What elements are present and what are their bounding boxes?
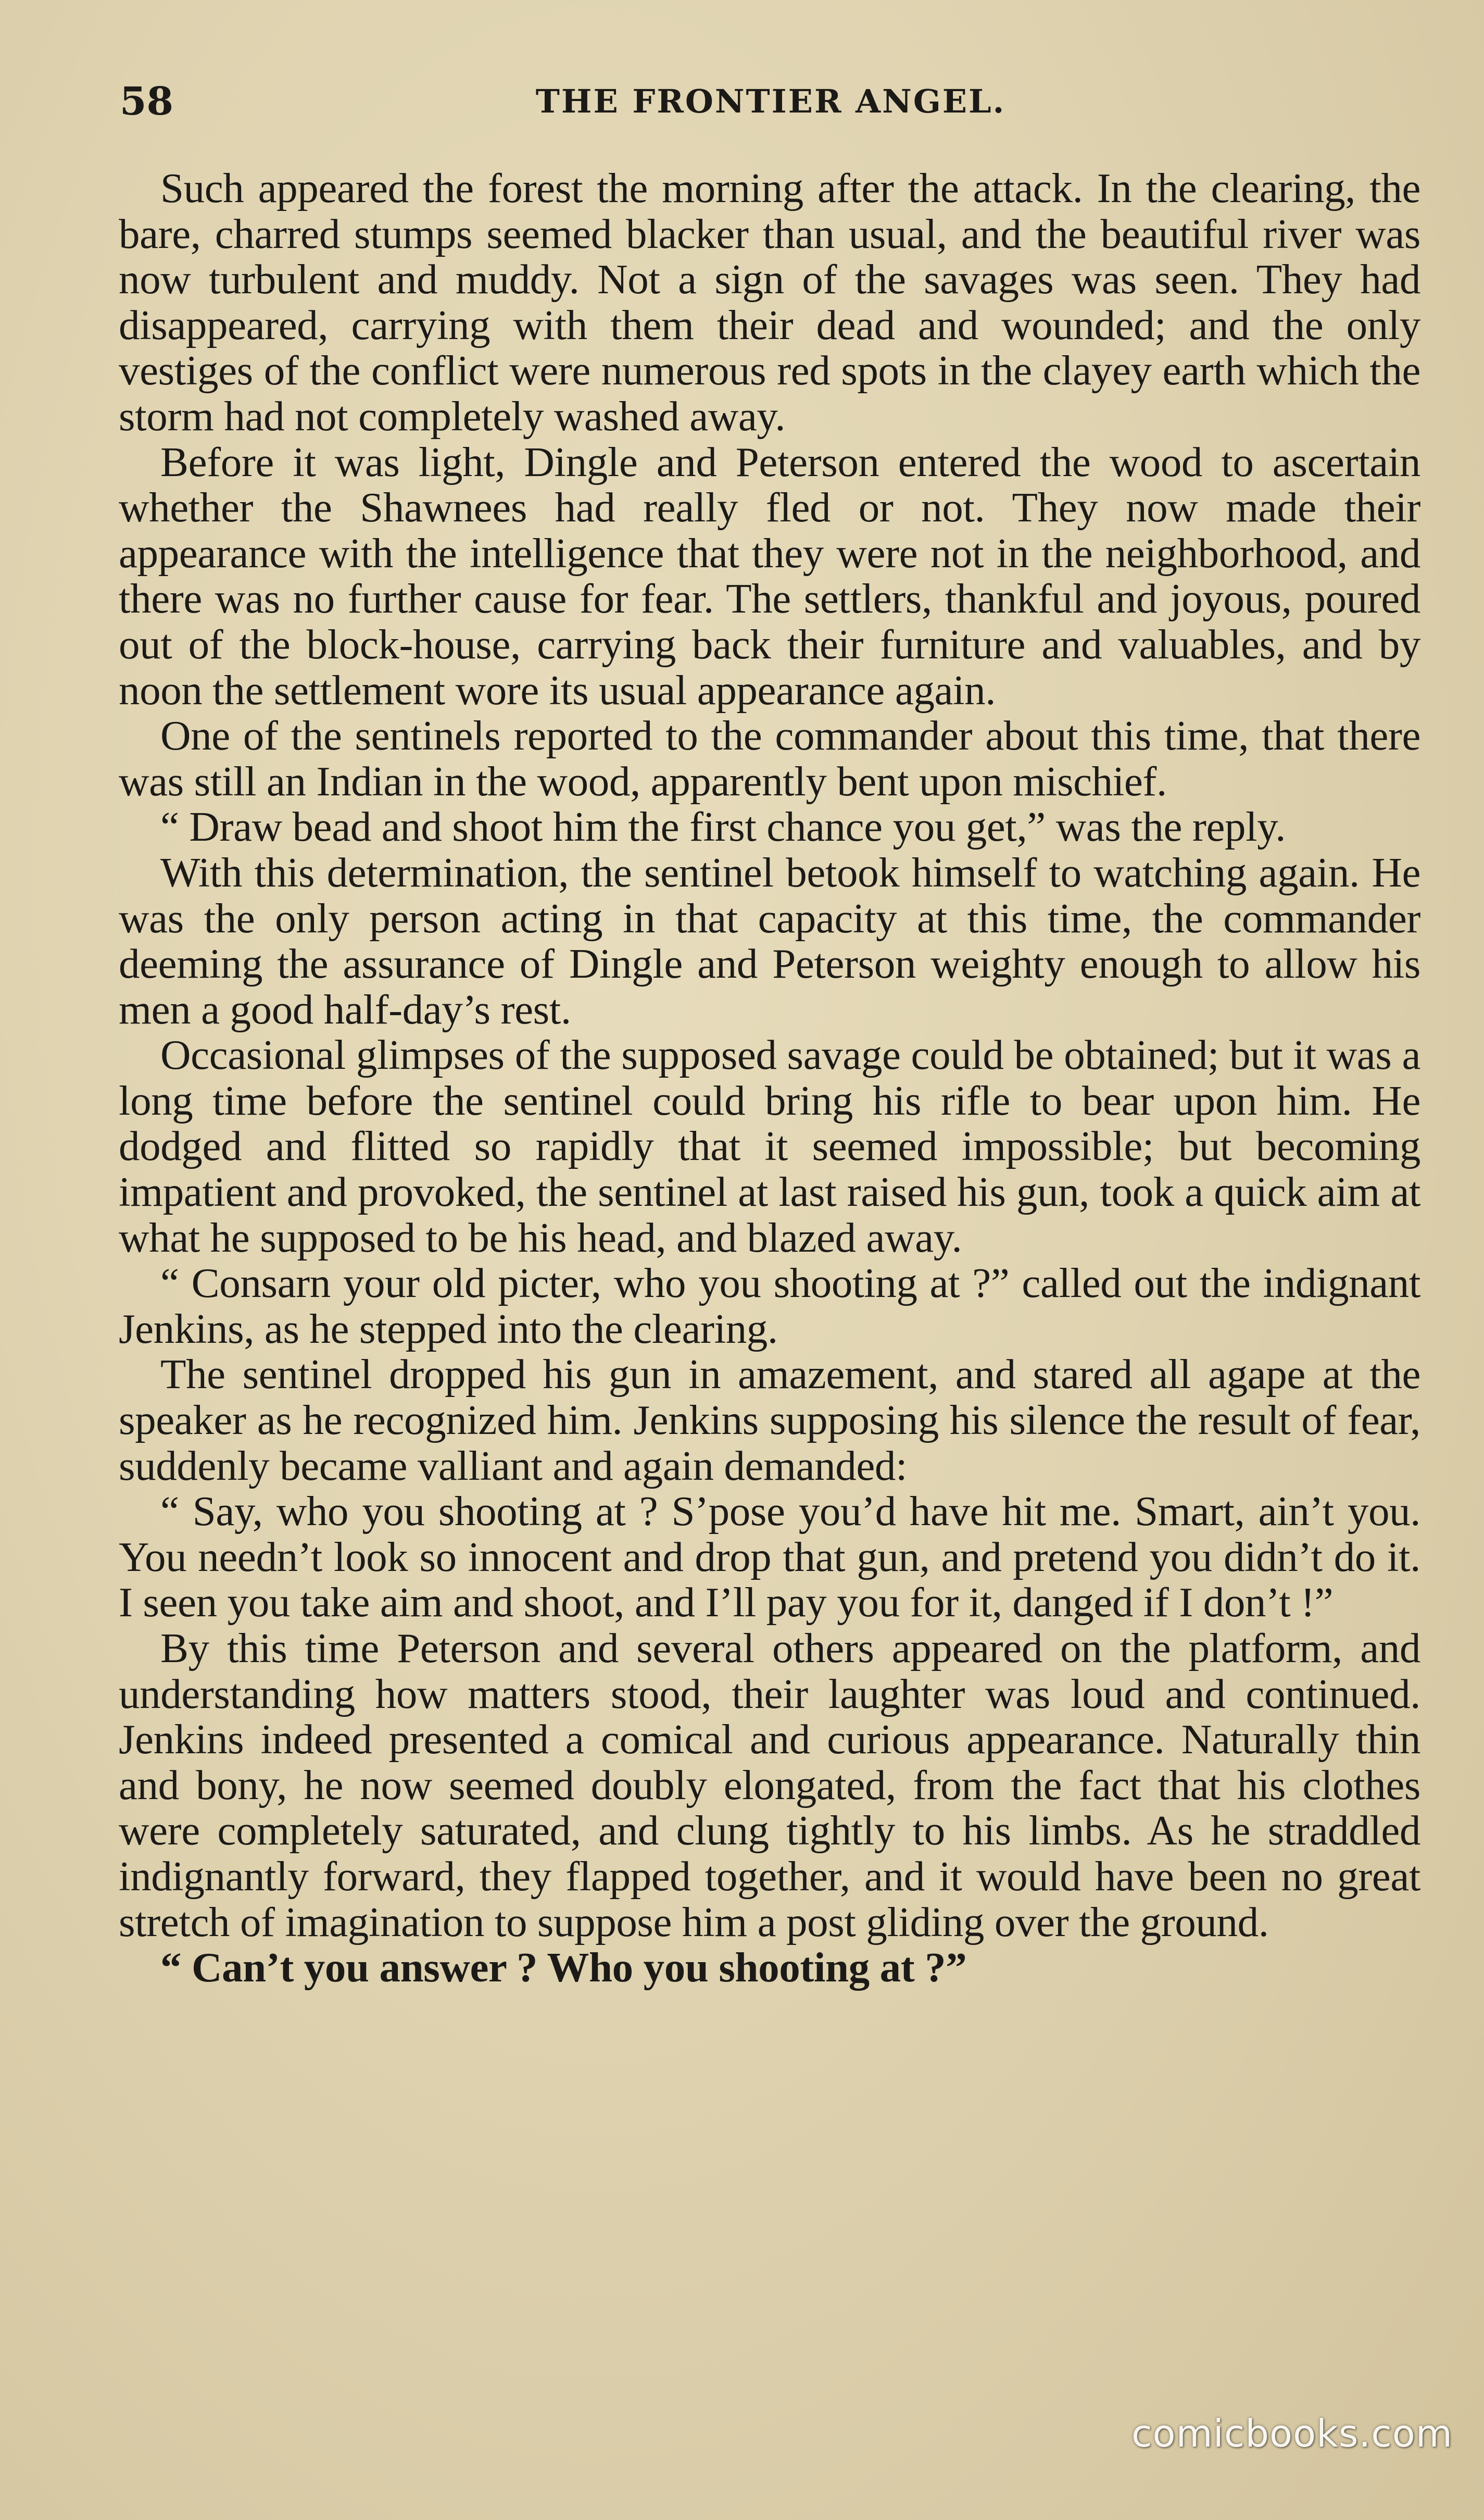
paragraph: Occasional glimpses of the supposed savage could be obtained; but it was a long time before the sentinel could bring his rifle to bear upon him. He dodged and flitted so rapidly that it seemed impossible; but becoming impatient and provoked, the sentinel at last raised his gun, took a quick aim at what he supposed to be his head, and blazed away. (119, 1031, 1420, 1261)
page-header (120, 73, 1422, 130)
paragraph: The sentinel dropped his gun in amazement, and stared all agape at the speaker as he recognized him. Jenkins supposing his silence the result of fear, suddenly became valliant and again demanded: (119, 1351, 1420, 1489)
paragraph: “ Consarn your old picter, who you shooting at ?” called out the indignant Jenkins, as he stepped into the clearing. (119, 1259, 1420, 1352)
body-text (119, 166, 1420, 1991)
watermark-text: comicbooks.com (1131, 2412, 1453, 2455)
paragraph: By this time Peterson and several others appeared on the platform, and understanding how matters stood, their laughter was loud and continued. Jenkins indeed presented a comical and curious appearance. Naturally thin and bony, he now seemed doubly elongated, from the fact that his clothes were completely saturated, and clung tightly to his limbs. As he straddled indignantly forward, they flapped together, and it would have been no great stretch of imagination to suppose him a post gliding over the ground. (119, 1625, 1420, 1945)
paragraph: Such appeared the forest the morning after the attack. In the clearing, the bare, charred stumps seemed blacker than usual, and the beautiful river was now turbulent and muddy. Not a sign of the savages was seen. They had disappeared, carrying with them their dead and wounded; and the only vestiges of the conflict were numerous red spots in the clayey earth which the storm had not completely washed away. (119, 165, 1420, 440)
paragraph: “ Draw bead and shoot him the first chance you get,” was the reply. (160, 803, 1286, 851)
paragraph: One of the sentinels reported to the commander about this time, that there was still an Indian in the wood, apparently bent upon mischief. (119, 712, 1420, 805)
closing-line: “ Can’t you answer ? Who you shooting at ?” (160, 1944, 967, 1991)
paragraph: “ Say, who you shooting at ? S’pose you’d have hit me. Smart, ain’t you. You needn’t look so innocent and drop that gun, and pretend you didn’t do it. I seen you take aim and shoot, and I’ll pay you for it, danged if I don’t !” (119, 1488, 1420, 1626)
page-number: 58 (120, 79, 173, 124)
paragraph: Before it was light, Dingle and Peterson entered the wood to ascertain whether the Shawnees had really fled or not. They now made their appearance with the intelligence that they were not in the neighborhood, and there was no further cause for fear. The settlers, thankful and joyous, poured out of the block-house, carrying back their furniture and valuables, and by noon the settlement wore its usual appearance again. (119, 438, 1420, 714)
paragraph: With this determination, the sentinel betook himself to watching again. He was the only person acting in that capacity at this time, the commander deeming the assurance of Dingle and Peterson weighty enough to allow his men a good half-day’s rest. (119, 849, 1420, 1033)
running-title: THE FRONTIER ANGEL. (535, 82, 1006, 120)
